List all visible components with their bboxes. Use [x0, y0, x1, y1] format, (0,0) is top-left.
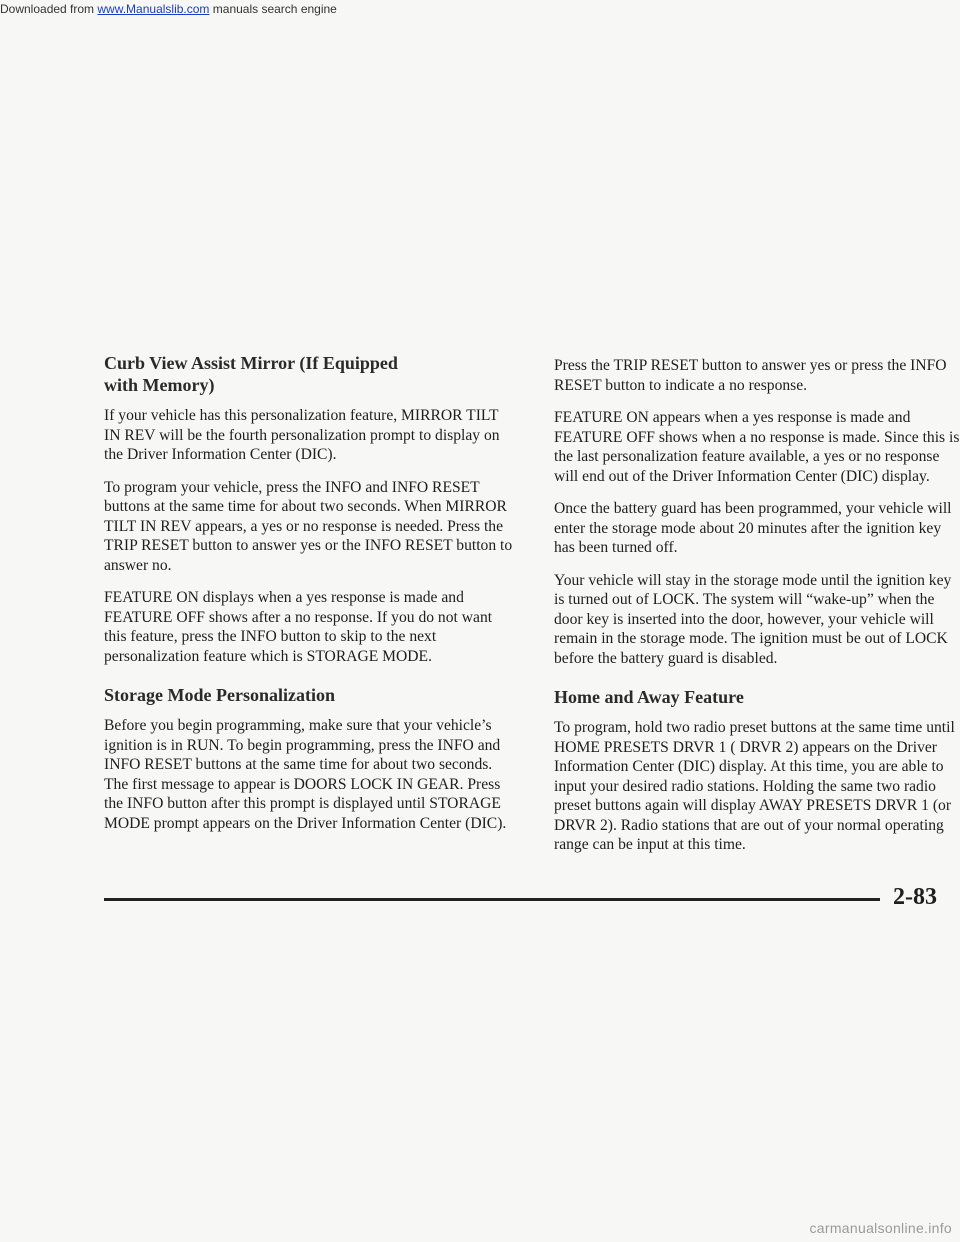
- header-prefix: Downloaded from: [0, 2, 98, 16]
- curb-view-paragraph-3: FEATURE ON displays when a yes response is made and FEATURE OFF shows after a no response. If you do not want this feature, press the INFO button to skip to the next personalization feature which is STORAGE MODE.: [104, 589, 493, 665]
- storage-mode-paragraph-2: Press the TRIP RESET button to answer yes or press the INFO RESET button to indicate a no response.: [554, 357, 947, 394]
- footer-brand: carmanualsonline.info: [809, 1220, 952, 1236]
- page-number: 2-83: [893, 884, 937, 910]
- right-column: [554, 356, 960, 868]
- header-suffix: manuals search engine: [209, 2, 337, 16]
- download-header: [0, 2, 960, 16]
- home-away-paragraph: To program, hold two radio preset buttons at the same time until HOME PRESETS DRVR 1 ( DRVR 2) appears on the Driver Information Center (DIC) display. At this time, you are able to input your desired radio stations. Holding the same two radio preset buttons again will display AWAY PRESETS DRVR 1 (or DRVR 2). Radio stations that are out of your normal operating range can be input at this time.: [554, 719, 955, 853]
- storage-mode-paragraph-3: FEATURE ON appears when a yes response is made and FEATURE OFF shows when a no response is made. Since this is the last personalization feature available, a yes or no response will end out of the Driver Information Center (DIC) display.: [554, 409, 960, 485]
- curb-view-heading-line2: with Memory): [104, 375, 215, 395]
- home-away-heading: Home and Away Feature: [554, 687, 744, 707]
- curb-view-heading-line1: Curb View Assist Mirror (If Equipped: [104, 353, 398, 373]
- footer-rule: [104, 898, 880, 901]
- storage-mode-heading: Storage Mode Personalization: [104, 685, 335, 705]
- curb-view-paragraph-2: To program your vehicle, press the INFO and INFO RESET buttons at the same time for about two seconds. When MIRROR TILT IN REV appears, a yes or no response is needed. Press the TRIP RESET button to answer yes or the INFO RESET button to answer no.: [104, 478, 513, 574]
- curb-view-heading: [104, 352, 514, 396]
- storage-mode-paragraph-1: Before you begin programming, make sure that your vehicle’s ignition is in RUN. To begin programming, press the INFO and INFO RESET buttons at the same time for about two seconds. The first message to appear is DOORS LOCK IN GEAR. Press the INFO button after this prompt is displayed until STORAGE MODE prompt appears on the Driver Information Center (DIC).: [104, 717, 507, 832]
- storage-mode-paragraph-4: Once the battery guard has been programmed, your vehicle will enter the storage mode about 20 minutes after the ignition key has been turned off.: [554, 500, 952, 556]
- left-column: [104, 352, 514, 846]
- curb-view-paragraph-1: If your vehicle has this personalization feature, MIRROR TILT IN REV will be the fourth personalization prompt to display on the Driver Information Center (DIC).: [104, 407, 500, 463]
- storage-mode-paragraph-5: Your vehicle will stay in the storage mode until the ignition key is turned out of LOCK. The system will “wake-up” when the door key is inserted into the door, however, your vehicle will remain in the storage mode. The ignition must be out of LOCK before the battery guard is disabled.: [554, 571, 952, 667]
- manualslib-link[interactable]: www.Manualslib.com: [97, 2, 210, 16]
